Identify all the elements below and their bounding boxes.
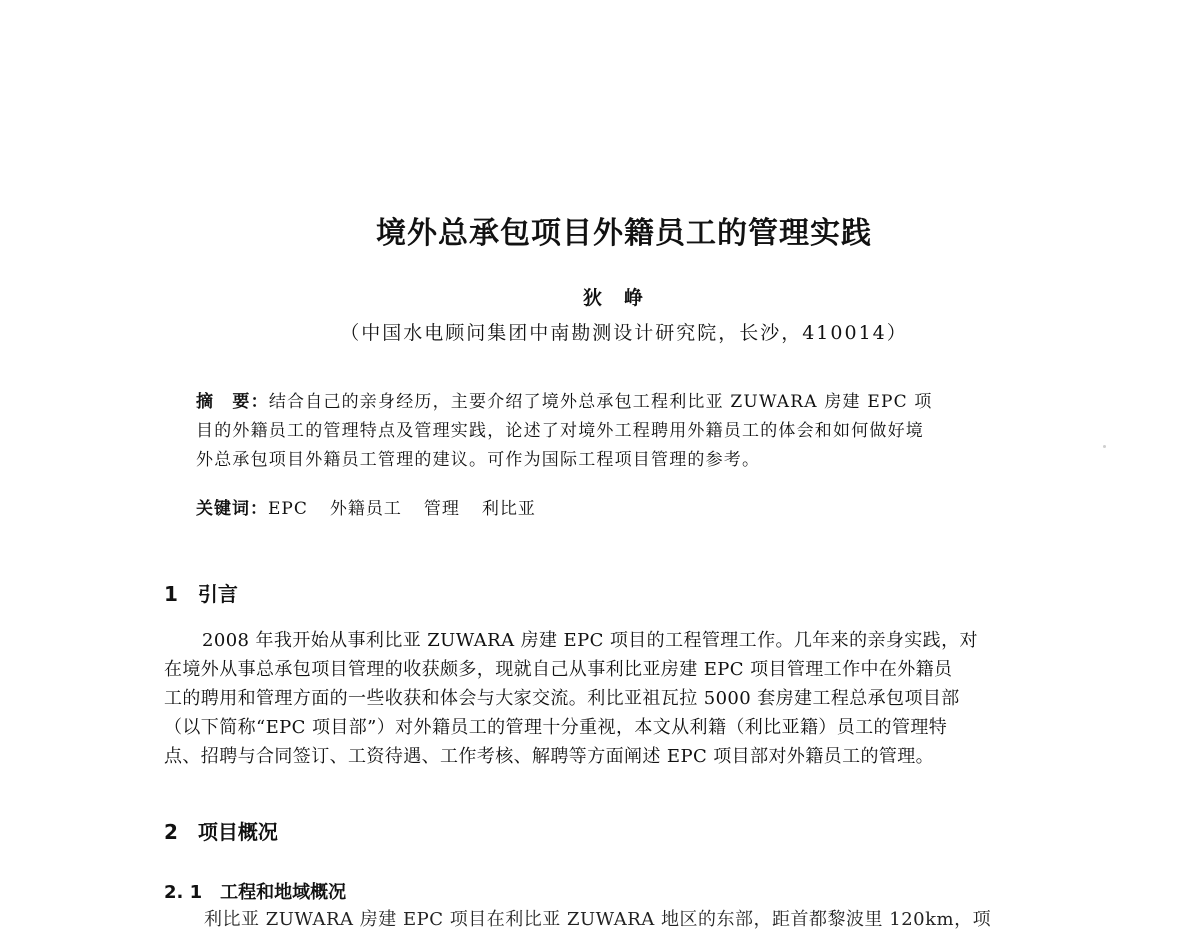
paragraph-line: 点、招聘与合同签订、工资待遇、工作考核、解聘等方面阐述 EPC 项目部对外籍员工的管理。	[164, 746, 935, 767]
keyword-item: 利比亚	[481, 499, 536, 519]
section-title: 项目概况	[197, 820, 278, 844]
cut-off-text-line: 利比亚 ZUWARA 房建 EPC 项目在利比亚 ZUWARA 地区的东部，距首都黎波里 120km，项	[204, 909, 992, 930]
paragraph-line: 在境外从事总承包项目管理的收获颇多，现就自己从事利比亚房建 EPC 项目管理工作中在外籍员	[164, 659, 953, 680]
abstract-line-1: 摘 要：结合自己的亲身经历，主要介绍了境外总承包工程利比亚 ZUWARA 房建 EPC 项	[196, 392, 933, 412]
paragraph-line: 工的聘用和管理方面的一些收获和体会与大家交流。利比亚祖瓦拉 5000 套房建工程总承包项目部	[164, 688, 960, 709]
keywords-label: 关键词：	[196, 499, 268, 519]
subsection-2-1-heading	[164, 878, 346, 904]
abstract	[196, 388, 1066, 475]
section-2-heading	[164, 816, 278, 845]
paragraph-line: （以下简称“EPC 项目部”）对外籍员工的管理十分重视，本文从利籍（利比亚籍）员工的管理特	[164, 717, 948, 738]
paragraph-line: 2008 年我开始从事利比亚 ZUWARA 房建 EPC 项目的工程管理工作。几年来的亲身实践，对	[202, 630, 978, 651]
keyword-item: 外籍员工	[329, 499, 402, 519]
keyword-item: 管理	[423, 499, 460, 519]
section-number: 1	[164, 582, 178, 606]
subsection-title: 工程和地域概况	[220, 882, 347, 903]
section-1-paragraph	[164, 626, 1090, 771]
scan-speck	[1103, 445, 1106, 448]
keywords	[196, 494, 558, 519]
subsection-number: 2. 1	[164, 882, 203, 903]
author-name: 狄峥	[582, 287, 665, 309]
abstract-label: 摘 要：	[196, 392, 269, 412]
section-number: 2	[164, 820, 178, 844]
section-1-heading	[164, 578, 238, 607]
keyword-item: EPC	[268, 499, 308, 519]
abstract-line-2: 目的外籍员工的管理特点及管理实践，论述了对境外工程聘用外籍员工的体会和如何做好境	[196, 421, 924, 441]
abstract-line-3: 外总承包项目外籍员工管理的建议。可作为国际工程项目管理的参考。	[196, 450, 761, 470]
section-title: 引言	[197, 582, 238, 606]
paper-title: 境外总承包项目外籍员工的管理实践	[376, 216, 872, 251]
author-affiliation: （中国水电顾问集团中南勘测设计研究院，长沙，410014）	[340, 322, 908, 344]
